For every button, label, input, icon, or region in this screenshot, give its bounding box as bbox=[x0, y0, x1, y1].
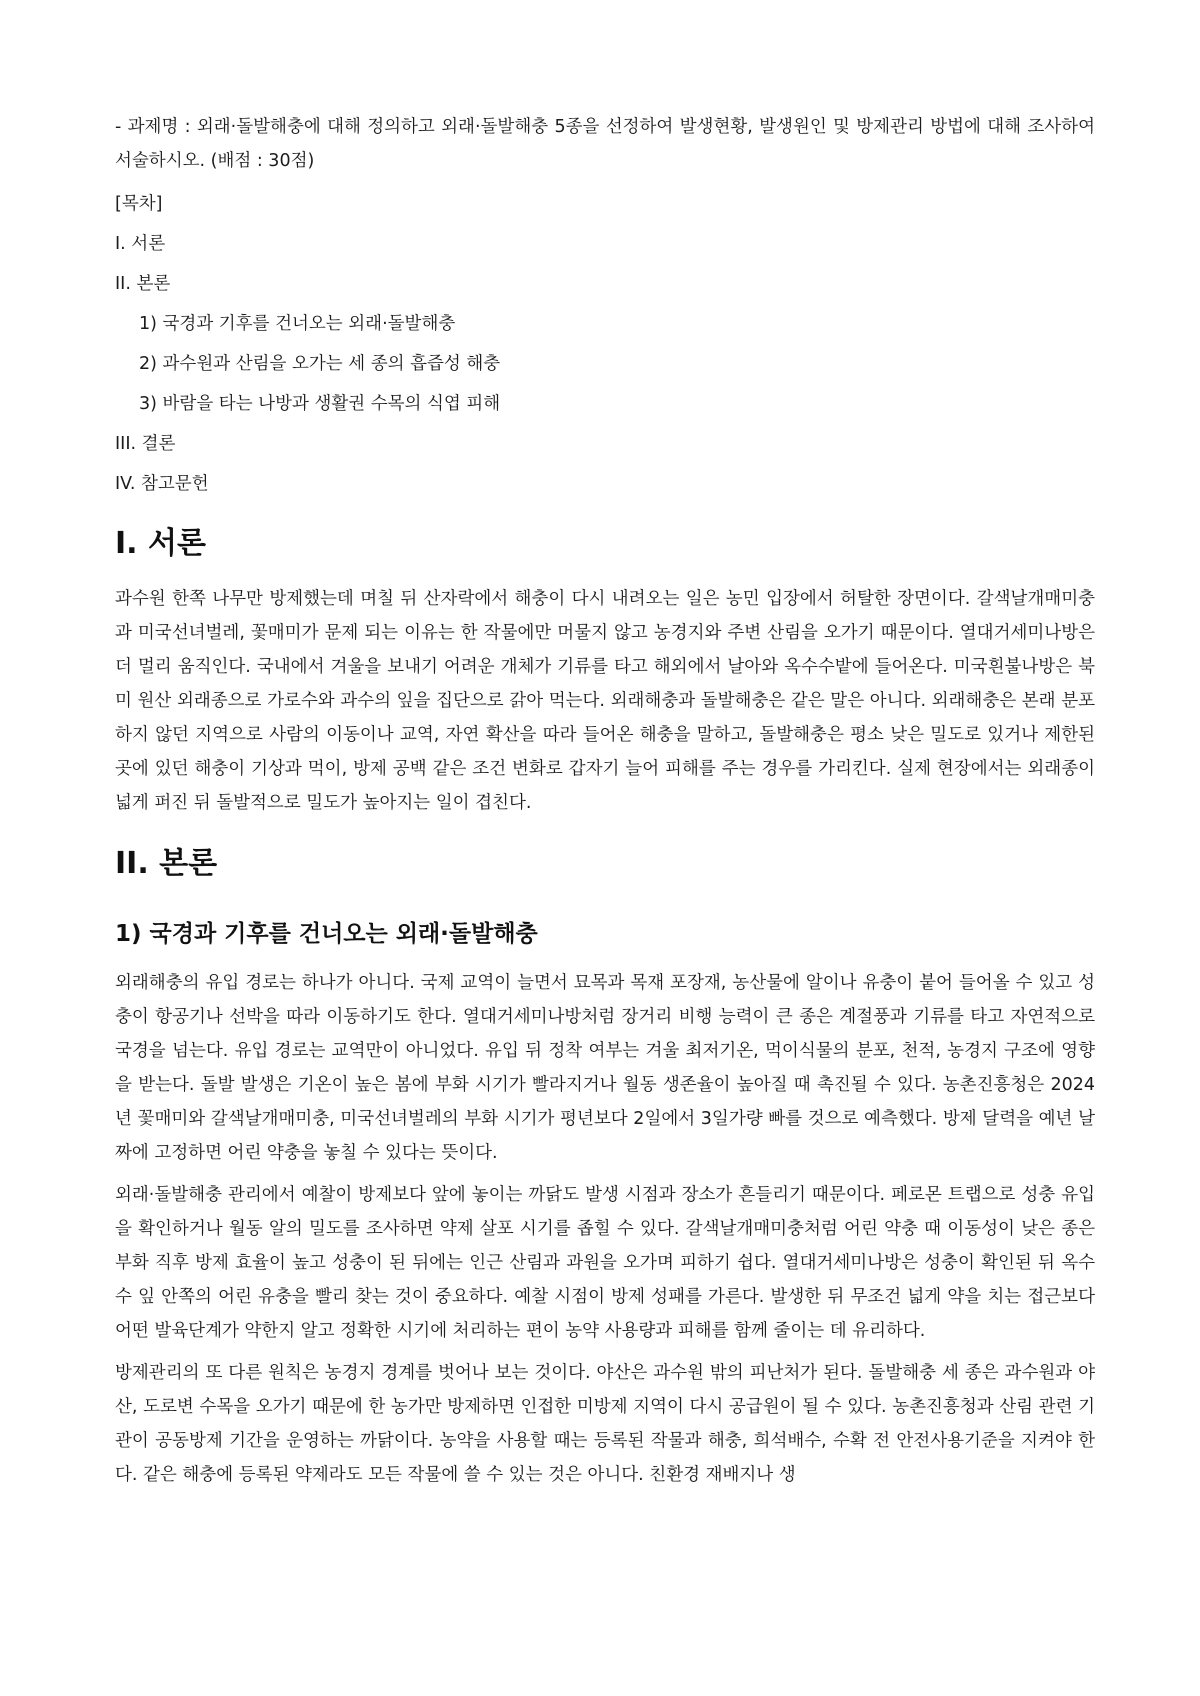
toc-heading: [목차] bbox=[115, 194, 163, 214]
toc-item-references: IV. 참고문헌 bbox=[115, 474, 209, 494]
intro-paragraph: 과수원 한쪽 나무만 방제했는데 며칠 뒤 산자락에서 해충이 다시 내려오는 일은 농민 입장에서 허탈한 장면이다. 갈색날개매미충과 미국선녀벌레, 꽃매미가 문제 되는 이유는 한 작물에만 머물지 않고 농경지와 주변 산림을 오가기 때문이다. 열대거세미나방은 더 멀리 움직인다. 국내에서 겨울을 보내기 어려운 개체가 기류를 타고 해외에서 날아와 옥수수밭에 들어온다. 미국흰불나방은 북미 원산 외래종으로 가로수와 과수의 잎을 집단으로 갉아 먹는다. 외래해충과 돌발해충은 같은 말은 아니다. 외래해충은 본래 분포하지 않던 지역으로 사람의 이동이나 교역, 자연 확산을 따라 들어온 해충을 말하고, 돌발해충은 평소 낮은 밀도로 있거나 제한된 곳에 있던 해충이 기상과 먹이, 방제 공백 같은 조건 변화로 갑자기 늘어 피해를 주는 경우를 가리킨다. 실제 현장에서는 외래종이 넓게 퍼진 뒤 돌발적으로 밀도가 높아지는 일이 겹친다. bbox=[115, 589, 1095, 813]
subsection-1-heading: 1) 국경과 기후를 건너오는 외래·돌발해충 bbox=[115, 921, 538, 947]
intro-heading: I. 서론 bbox=[115, 526, 206, 561]
toc-item-body-sub-1: 1) 국경과 기후를 건너오는 외래·돌발해충 bbox=[139, 314, 456, 334]
toc-item-intro: I. 서론 bbox=[115, 234, 166, 254]
toc-item-conclusion: III. 결론 bbox=[115, 434, 176, 454]
assignment-prompt: - 과제명 : 외래·돌발해충에 대해 정의하고 외래·돌발해충 5종을 선정하여 발생현황, 발생원인 및 방제관리 방법에 대해 조사하여 서술하시오. (배점 : 30점) bbox=[115, 117, 1095, 171]
table-of-contents bbox=[115, 184, 1095, 504]
subsection-1-paragraph-3: 방제관리의 또 다른 원칙은 농경지 경계를 벗어나 보는 것이다. 야산은 과수원 밖의 피난처가 된다. 돌발해충 세 종은 과수원과 야산, 도로변 수목을 오가기 때문에 한 농가만 방제하면 인접한 미방제 지역이 다시 공급원이 될 수 있다. 농촌진흥청과 산림 관련 기관이 공동방제 기간을 운영하는 까닭이다. 농약을 사용할 때는 등록된 작물과 해충, 희석배수, 수확 전 안전사용기준을 지켜야 한다. 같은 해충에 등록된 약제라도 모든 작물에 쓸 수 있는 것은 아니다. 친환경 재배지나 생 bbox=[115, 1363, 1095, 1485]
toc-item-body-sub-3: 3) 바람을 타는 나방과 생활권 수목의 식엽 피해 bbox=[139, 394, 501, 414]
toc-item-body-sub-2: 2) 과수원과 산림을 오가는 세 종의 흡즙성 해충 bbox=[139, 354, 501, 374]
subsection-1-paragraph-2: 외래·돌발해충 관리에서 예찰이 방제보다 앞에 놓이는 까닭도 발생 시점과 장소가 흔들리기 때문이다. 페로몬 트랩으로 성충 유입을 확인하거나 월동 알의 밀도를 조사하면 약제 살포 시기를 좁힐 수 있다. 갈색날개매미충처럼 어린 약충 때 이동성이 낮은 종은 부화 직후 방제 효율이 높고 성충이 된 뒤에는 인근 산림과 과원을 오가며 피하기 쉽다. 열대거세미나방은 성충이 확인된 뒤 옥수수 잎 안쪽의 어린 유충을 빨리 찾는 것이 중요하다. 예찰 시점이 방제 성패를 가른다. 발생한 뒤 무조건 넓게 약을 치는 접근보다 어떤 발육단계가 약한지 알고 정확한 시기에 처리하는 편이 농약 사용량과 피해를 함께 줄이는 데 유리하다. bbox=[115, 1185, 1095, 1341]
body-heading: II. 본론 bbox=[115, 846, 218, 881]
subsection-1-paragraph-1: 외래해충의 유입 경로는 하나가 아니다. 국제 교역이 늘면서 묘목과 목재 포장재, 농산물에 알이나 유충이 붙어 들어올 수 있고 성충이 항공기나 선박을 따라 이동하기도 한다. 열대거세미나방처럼 장거리 비행 능력이 큰 종은 계절풍과 기류를 타고 자연적으로 국경을 넘는다. 유입 경로는 교역만이 아니었다. 유입 뒤 정착 여부는 겨울 최저기온, 먹이식물의 분포, 천적, 농경지 구조에 영향을 받는다. 돌발 발생은 기온이 높은 봄에 부화 시기가 빨라지거나 월동 생존율이 높아질 때 촉진될 수 있다. 농촌진흥청은 2024년 꽃매미와 갈색날개매미충, 미국선녀벌레의 부화 시기가 평년보다 2일에서 3일가량 빠를 것으로 예측했다. 방제 달력을 예년 날짜에 고정하면 어린 약충을 놓칠 수 있다는 뜻이다. bbox=[115, 973, 1095, 1163]
toc-item-body: II. 본론 bbox=[115, 274, 171, 294]
